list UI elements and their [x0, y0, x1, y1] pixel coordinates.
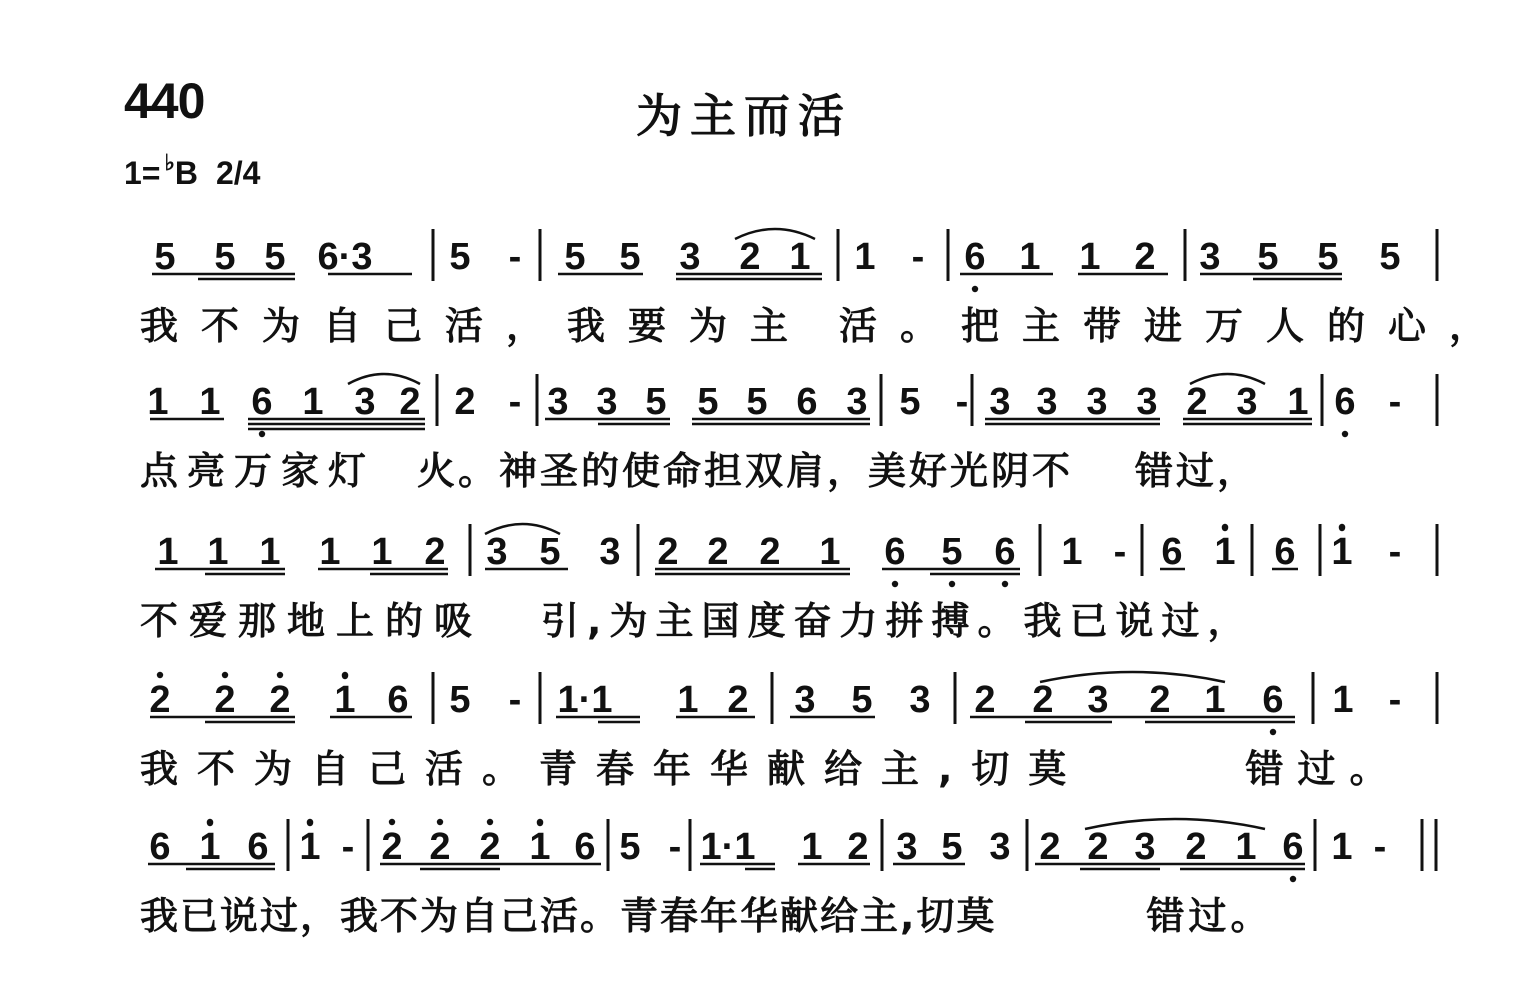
sustain-dash: - — [668, 826, 682, 868]
lyric-line-4 — [140, 738, 1402, 791]
note-digit: 5 — [619, 236, 641, 278]
note-digit: 6 — [1334, 381, 1356, 423]
note-digit: 5 — [449, 679, 471, 721]
note-digit: 1 — [199, 826, 221, 868]
octave-dot-above — [307, 819, 313, 825]
note-digit: 5 — [645, 381, 667, 423]
lyric-phrase: 我已说过，我不为自己活。青春年华献给主,切莫 — [140, 894, 997, 938]
note-digit: 2 — [399, 381, 421, 423]
music-system-5 — [0, 815, 1532, 955]
key-label: 1= — [124, 155, 161, 191]
note-digit: 3 — [599, 531, 621, 573]
lyric-phrase: 活。把主带进万人的心， — [839, 304, 1511, 348]
lyric-phrase: 引,为主国度奋力拼搏。我已说过， — [541, 599, 1254, 643]
note-digit: 1 — [207, 531, 229, 573]
notation-line-5 — [0, 815, 1532, 885]
octave-dot-above — [277, 672, 283, 678]
note-digit: 3 — [1136, 381, 1158, 423]
note-digit: 1 — [1331, 531, 1353, 573]
music-system-4 — [0, 668, 1532, 808]
note-digit: 5 — [697, 381, 719, 423]
note-digit: 1 — [1287, 381, 1309, 423]
note-digit: 5 — [264, 236, 286, 278]
octave-dot-below — [1002, 581, 1008, 587]
note-digit: 2 — [657, 531, 679, 573]
octave-dot-above — [437, 819, 443, 825]
note-digit: 2 — [429, 826, 451, 868]
sustain-dash: - — [1388, 531, 1402, 573]
note-digit: 5 — [1257, 236, 1279, 278]
note-digit: 2 — [1039, 826, 1061, 868]
note-digit: 3 — [846, 381, 868, 423]
note-digit: 6 — [884, 531, 906, 573]
note-digit: 6 — [251, 381, 273, 423]
note-digit: 5 — [851, 679, 873, 721]
note-digit: 5 — [539, 531, 561, 573]
key-signature — [124, 150, 260, 192]
note-digit: 6 — [1161, 531, 1183, 573]
note-digit: 5 — [564, 236, 586, 278]
octave-dot-below — [1342, 431, 1348, 437]
lyric-line-1 — [140, 295, 1511, 348]
note-digit: 2 — [479, 826, 501, 868]
octave-dot-below — [949, 581, 955, 587]
sustain-dash: - — [955, 381, 969, 423]
note-digit: 2 — [1134, 236, 1156, 278]
note-digit: 2 — [1149, 679, 1171, 721]
note-digit: 6 — [574, 826, 596, 868]
lyric-phrase: 我不为自己活。青春年华献给主,切莫 — [140, 747, 1086, 791]
sustain-dash: - — [1388, 679, 1402, 721]
sustain-dash: - — [1373, 826, 1387, 868]
note-digit: 5 — [449, 236, 471, 278]
note-digit: 1 — [334, 679, 356, 721]
note-digit: 2 — [1032, 679, 1054, 721]
note-digit: 3 — [1134, 826, 1156, 868]
note-digit: 1 — [302, 381, 324, 423]
octave-dot-above — [1222, 524, 1228, 530]
octave-dot-below — [972, 286, 978, 292]
hymn-title: 为主而活 — [636, 89, 852, 143]
lyric-phrase: 点亮万家灯 — [140, 449, 376, 493]
octave-dot-above — [207, 819, 213, 825]
notation-line-4 — [0, 668, 1532, 738]
note-digit: 1 — [1235, 826, 1257, 868]
octave-dot-above — [222, 672, 228, 678]
note-digit: 5 — [214, 236, 236, 278]
sustain-dash: - — [508, 381, 522, 423]
lyric-phrase: 错过。 — [1146, 894, 1273, 938]
note-digit: 3 — [794, 679, 816, 721]
note-digit: 3 — [1087, 679, 1109, 721]
notation-line-3 — [0, 520, 1532, 590]
note-digit: 6 — [149, 826, 171, 868]
note-digit: 5 — [746, 381, 768, 423]
note-digit: 6 — [247, 826, 269, 868]
note-digit: 2 — [739, 236, 761, 278]
octave-dot-above — [157, 672, 163, 678]
note-digit: 2 — [759, 531, 781, 573]
note-digit: 3 — [989, 826, 1011, 868]
lyric-phrase: 不爱那地上的吸 — [140, 599, 484, 643]
octave-dot-below — [892, 581, 898, 587]
octave-dot-below — [259, 431, 265, 437]
note-digit: 1 — [1061, 531, 1083, 573]
note-digit: 6 — [387, 679, 409, 721]
notation-line-2 — [0, 370, 1532, 440]
note-digit: 5 — [941, 826, 963, 868]
note-digit: 6 — [1282, 826, 1304, 868]
lyric-phrase: 我不为自己活，我要为主 — [140, 304, 812, 348]
note-digit: 1 — [819, 531, 841, 573]
note-digit: 2 — [149, 679, 171, 721]
note-digit: 3 — [989, 381, 1011, 423]
music-system-3 — [0, 520, 1532, 660]
note-digit: 3 — [1086, 381, 1108, 423]
note-digit: 1 — [199, 381, 221, 423]
note-digit: 2 — [424, 531, 446, 573]
octave-dot-below — [1290, 876, 1296, 882]
note-digit: 2 — [974, 679, 996, 721]
note-digit: 2 — [381, 826, 403, 868]
note-digit: 3 — [354, 381, 376, 423]
octave-dot-above — [487, 819, 493, 825]
note-digit: 3 — [1199, 236, 1221, 278]
time-signature: 2/4 — [215, 155, 261, 191]
hymn-number: 440 — [124, 73, 205, 129]
note-digit: 1 — [1332, 679, 1354, 721]
key-note: B — [174, 155, 198, 191]
note-digit: 1 — [1019, 236, 1041, 278]
sustain-dash: - — [341, 826, 355, 868]
note-digit: 2 — [847, 826, 869, 868]
note-digit: 1 — [299, 826, 321, 868]
music-system-2 — [0, 370, 1532, 510]
note-digit: 1 — [147, 381, 169, 423]
note-digit: 3 — [486, 531, 508, 573]
note-digit: 6 — [1274, 531, 1296, 573]
note-digit: 2 — [707, 531, 729, 573]
lyric-phrase: 错过， — [1135, 449, 1259, 493]
note-digit: 2 — [727, 679, 749, 721]
note-digit: 3 — [909, 679, 931, 721]
note-digit: 3 — [679, 236, 701, 278]
music-system-1 — [0, 225, 1532, 365]
sustain-dash: - — [1113, 531, 1127, 573]
octave-dot-above — [1339, 524, 1345, 530]
octave-dot-above — [342, 672, 348, 678]
note-digit: 5 — [899, 381, 921, 423]
note-digit: 5 — [941, 531, 963, 573]
note-digit: 1 — [677, 679, 699, 721]
note-digit: 6 — [964, 236, 986, 278]
note-digit: 1·1 — [557, 679, 613, 721]
tie-slur — [1040, 672, 1225, 682]
sustain-dash: - — [508, 236, 522, 278]
note-digit: 3 — [596, 381, 618, 423]
note-digit: 1 — [157, 531, 179, 573]
note-digit: 3 — [1236, 381, 1258, 423]
note-digit: 6·3 — [317, 236, 373, 278]
note-digit: 2 — [1087, 826, 1109, 868]
note-digit: 3 — [1036, 381, 1058, 423]
note-digit: 6 — [796, 381, 818, 423]
note-digit: 1 — [319, 531, 341, 573]
lyric-phrase: 火。神圣的使命担双肩，美好光阴不 — [417, 449, 1074, 493]
sustain-dash: - — [508, 679, 522, 721]
note-digit: 1 — [259, 531, 281, 573]
sustain-dash: - — [1388, 381, 1402, 423]
note-digit: 1 — [854, 236, 876, 278]
note-digit: 1 — [801, 826, 823, 868]
note-digit: 1 — [529, 826, 551, 868]
note-digit: 6 — [994, 531, 1016, 573]
note-digit: 2 — [269, 679, 291, 721]
flat-sign: ♭ — [164, 150, 175, 175]
lyric-line-3 — [140, 590, 1254, 643]
sustain-dash: - — [911, 236, 925, 278]
note-digit: 2 — [1186, 381, 1208, 423]
note-digit: 2 — [1185, 826, 1207, 868]
note-digit: 3 — [547, 381, 569, 423]
note-digit: 3 — [896, 826, 918, 868]
note-digit: 1·1 — [700, 826, 756, 868]
note-digit: 1 — [1331, 826, 1353, 868]
octave-dot-below — [1270, 729, 1276, 735]
note-digit: 5 — [1379, 236, 1401, 278]
octave-dot-above — [537, 819, 543, 825]
note-digit: 5 — [154, 236, 176, 278]
lyric-line-2 — [140, 440, 1259, 493]
note-digit: 1 — [371, 531, 393, 573]
note-digit: 5 — [619, 826, 641, 868]
note-digit: 2 — [454, 381, 476, 423]
lyric-phrase: 错过。 — [1245, 747, 1402, 791]
octave-dot-above — [389, 819, 395, 825]
note-digit: 1 — [789, 236, 811, 278]
lyric-line-5 — [140, 885, 1273, 938]
notation-line-1 — [0, 225, 1532, 295]
note-digit: 5 — [1317, 236, 1339, 278]
note-digit: 1 — [1204, 679, 1226, 721]
note-digit: 1 — [1214, 531, 1236, 573]
note-digit: 1 — [1079, 236, 1101, 278]
note-digit: 2 — [214, 679, 236, 721]
note-digit: 6 — [1262, 679, 1284, 721]
